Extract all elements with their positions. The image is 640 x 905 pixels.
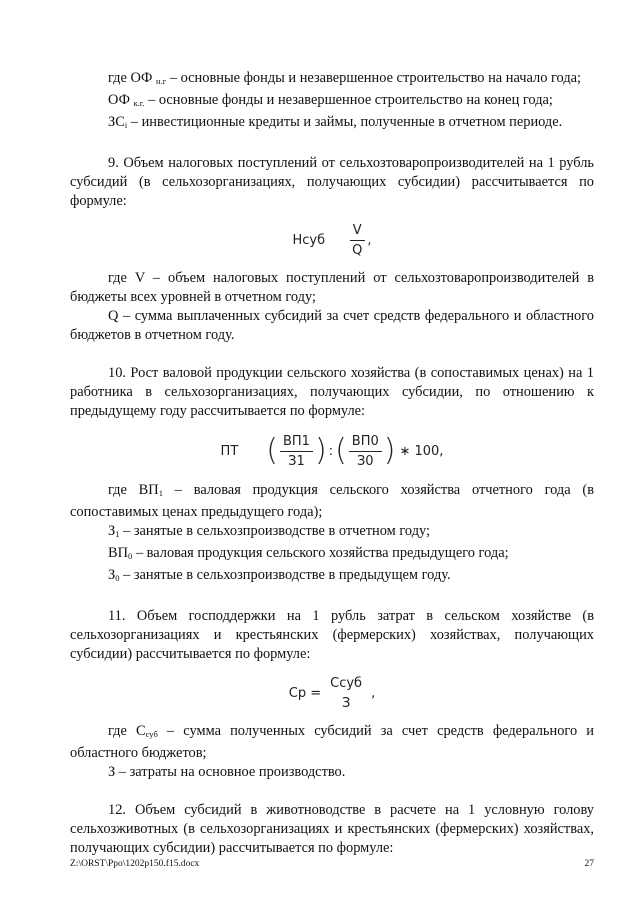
formula-tail: ,	[367, 232, 372, 248]
fraction-1	[280, 434, 313, 469]
subscript: к.г.	[133, 98, 145, 108]
denominator: З	[341, 695, 351, 711]
subscript: 0	[128, 551, 133, 561]
operator: :	[328, 443, 334, 459]
numerator: Ссуб	[330, 675, 363, 691]
definition-zs	[70, 113, 594, 135]
file-path: Z:\ORST\Ppo\1202p150.f15.docx	[70, 859, 200, 869]
fraction	[327, 676, 365, 711]
definition-csub	[70, 722, 594, 763]
definition-vp0	[70, 544, 594, 566]
formula-tail: ∗ 100,	[399, 443, 444, 459]
text: – занятые в сельхозпроизводстве в отчетном году;	[119, 523, 431, 539]
formula-cp	[70, 664, 594, 722]
denominator: З0	[356, 453, 374, 469]
formula-pt	[70, 421, 594, 481]
text: где С	[108, 723, 146, 739]
definition-z: З – затраты на основное производство.	[108, 764, 346, 780]
paren-close: )	[383, 433, 396, 468]
subscript: i	[124, 120, 128, 130]
numerator: V	[350, 223, 365, 241]
formula-lhs: Нсуб	[292, 232, 326, 248]
definition-z1	[70, 522, 594, 544]
section-10: 10. Рост валовой продукции сельского хозяйства (в сопоставимых ценах) на 1 работника в сельхозорганизациях, получающих субсидии, по отношению к предыдущему году рассчитывается по формуле:	[70, 365, 594, 419]
text: – основные фонды и незавершенное строительство на конец года;	[144, 92, 553, 108]
text: ЗС	[108, 114, 125, 130]
text: – валовая продукция сельского хозяйства отчетного года (в сопоставимых ценах предыдущего года);	[70, 482, 595, 520]
definition-z0	[70, 566, 594, 588]
definition-q: Q – сумма выплаченных субсидий за счет средств федерального и областного бюджетов в отчетном году.	[70, 308, 594, 343]
subscript: 0	[115, 573, 120, 583]
text: – занятые в сельхозпроизводстве в предыдущем году.	[119, 567, 451, 583]
text: З	[108, 567, 116, 583]
text: – основные фонды и незавершенное строительство на начало года;	[166, 70, 582, 86]
formula-tail: ,	[371, 685, 376, 701]
text: – валовая продукция сельского хозяйства предыдущего года;	[132, 545, 509, 561]
fraction	[349, 223, 365, 258]
definition-v: где V – объем налоговых поступлений от сельхозтоваропроизводителей в бюджеты всех уровней в отчетном году;	[70, 270, 594, 305]
page-footer	[70, 855, 594, 874]
text: где ВП	[108, 482, 159, 498]
text: З	[108, 523, 116, 539]
text: где ОФ	[108, 70, 153, 86]
text: – сумма полученных субсидий за счет средств федерального и областного бюджетов;	[70, 723, 594, 761]
fraction-2	[349, 434, 382, 469]
subscript: 1	[115, 529, 120, 539]
text: ОФ	[108, 92, 130, 108]
paren-open: (	[335, 433, 347, 468]
subscript: 1	[158, 488, 163, 498]
denominator: Q	[352, 242, 363, 258]
paren-open: (	[266, 433, 278, 468]
formula-lhs: Ср =	[288, 685, 322, 701]
subscript: суб	[145, 729, 158, 739]
section-9: 9. Объем налоговых поступлений от сельхозтоваропроизводителей на 1 рубль субсидий (в сельхозорганизациях, получающих субсидии) рассчитывается по формуле:	[70, 155, 594, 209]
numerator: ВП0	[349, 434, 382, 452]
numerator: ВП1	[280, 434, 313, 452]
denominator: З1	[288, 453, 305, 469]
text: ВП	[108, 545, 128, 561]
subscript: н.г	[156, 76, 167, 86]
definition-vp1	[70, 481, 594, 522]
paren-close: )	[314, 433, 327, 468]
text: – инвестиционные кредиты и займы, полученные в отчетном периоде.	[127, 114, 563, 130]
formula-lhs: ПТ	[220, 443, 239, 459]
section-11: 11. Объем господдержки на 1 рубль затрат в сельском хозяйстве (в сельхозорганизациях и крестьянских (фермерских) хозяйствах, получающих субсидии) рассчитывается по формуле:	[70, 608, 594, 662]
definition-of	[70, 69, 594, 91]
page-number: 27	[584, 859, 594, 869]
section-12: 12. Объем субсидий в животноводстве в расчете на 1 условную голову сельхозживотных (в сельхозорганизациях и крестьянских (фермерских) хозяйствах, получающих субсидии) рассчитывается по формуле:	[70, 802, 594, 856]
definition-ofk	[70, 91, 594, 113]
formula-nsub	[70, 211, 594, 269]
